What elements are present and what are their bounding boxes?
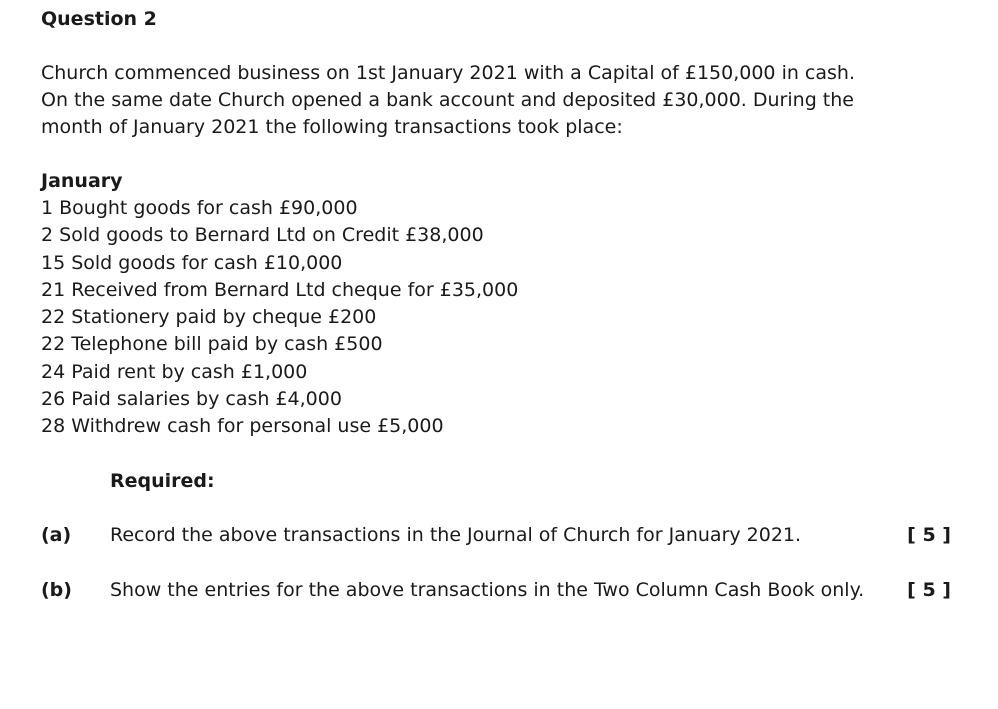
intro-paragraph bbox=[41, 60, 921, 141]
transaction-list bbox=[41, 195, 518, 441]
transaction-item: 15 Sold goods for cash £10,000 bbox=[41, 251, 343, 274]
part-b-marks: [ 5 ] bbox=[907, 579, 951, 601]
transaction-item: 1 Bought goods for cash £90,000 bbox=[41, 197, 358, 219]
part-a-letter: (a) bbox=[41, 524, 72, 546]
intro-line: month of January 2021 the following transactions took place: bbox=[41, 116, 623, 138]
required-label: Required: bbox=[110, 470, 215, 492]
transaction-item: 24 Paid rent by cash £1,000 bbox=[41, 360, 308, 383]
part-a-text: Record the above transactions in the Journal of Church for January 2021. bbox=[110, 524, 802, 546]
part-b-letter: (b) bbox=[41, 579, 72, 601]
month-heading: January bbox=[41, 170, 123, 192]
transaction-item: 22 Telephone bill paid by cash £500 bbox=[41, 333, 383, 356]
transaction-item: 21 Received from Bernard Ltd cheque for £35,000 bbox=[41, 278, 519, 301]
intro-line: On the same date Church opened a bank account and deposited £30,000. During the bbox=[41, 89, 854, 111]
intro-line: Church commenced business on 1st January 2021 with a Capital of £150,000 in cash. bbox=[41, 62, 855, 84]
transaction-item: 2 Sold goods to Bernard Ltd on Credit £38,000 bbox=[41, 224, 484, 247]
question-title: Question 2 bbox=[41, 8, 157, 30]
transaction-item: 22 Stationery paid by cheque £200 bbox=[41, 306, 377, 329]
transaction-item: 26 Paid salaries by cash £4,000 bbox=[41, 388, 342, 411]
part-b-text: Show the entries for the above transactions in the Two Column Cash Book only. bbox=[110, 579, 865, 601]
transaction-item: 28 Withdrew cash for personal use £5,000 bbox=[41, 415, 444, 438]
part-a-marks: [ 5 ] bbox=[907, 524, 951, 546]
